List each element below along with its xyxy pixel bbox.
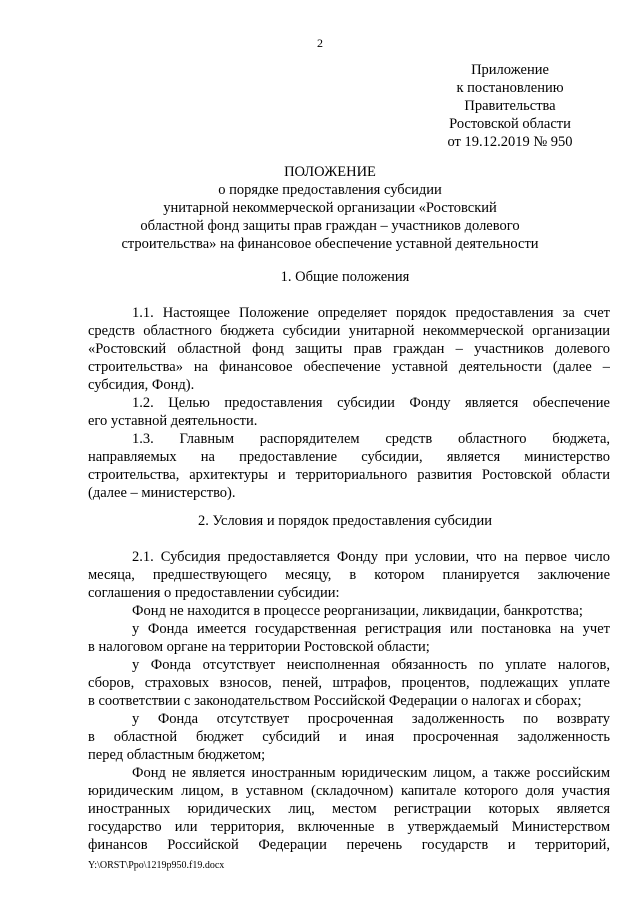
text-line: направляемых на предоставление субсидии, является министерство [88,449,610,465]
text-line: Фонд не является иностранным юридическим лицом, а также российским [132,765,610,781]
text-line: в налоговом органе на территории Ростовской области; [88,639,430,655]
text-line: средств областного бюджета субсидии унитарной некоммерческой организации [88,323,610,339]
paragraph-1-3 [88,430,610,502]
text-line: иностранных юридических лиц, местом регистрации которых является [88,801,610,817]
section-heading-2: 2. Условия и порядок предоставления субсидии [197,513,492,529]
condition-item [88,764,610,854]
text-line: его уставной деятельности. [88,413,258,429]
paragraph-1-1 [88,304,610,394]
text-line: у Фонда имеется государственная регистрация или постановка на учет [132,621,610,637]
text-line: перед областным бюджетом; [88,747,266,763]
text-line: «Ростовский областной фонд защиты прав граждан – участников долевого [88,341,610,357]
appendix-line: Приложение [471,62,549,78]
text-line: в соответствии с законодательством Российской Федерации о налогах и сборах; [88,693,582,709]
title-line: ПОЛОЖЕНИЕ [284,164,376,180]
condition-item [88,656,610,710]
title-line: унитарной некоммерческой организации «Ростовский [163,200,497,216]
text-line: сборов, страховых взносов, пеней, штрафов, процентов, подлежащих уплате [88,675,610,691]
text-line: в областной бюджет субсидий и иная просроченная задолженность [88,729,610,745]
section-heading-1: 1. Общие положения [280,269,410,285]
text-line: (далее – министерство). [88,485,236,501]
title-line: областной фонд защиты прав граждан – участников долевого [140,218,520,234]
file-path-footer: Y:\ORST\Ppo\1219p950.f19.docx [88,860,225,871]
title-line: о порядке предоставления субсидии [218,182,442,198]
text-line: 2.1. Субсидия предоставляется Фонду при условии, что на первое число [132,549,610,565]
page-number: 2 [317,36,323,50]
text-line: Фонд не находится в процессе реорганизации, ликвидации, банкротства; [132,603,583,619]
text-line: субсидия, Фонд). [88,377,195,393]
text-line: строительства» на финансовое обеспечение уставной деятельности (далее – [88,359,610,375]
text-line: финансов Российской Федерации перечень государств и территорий, [88,837,610,853]
text-line: юридическим лицом, в уставном (складочном) капитале которого доля участия [88,783,610,799]
paragraph-2-1 [88,548,610,602]
text-line: государство или территория, включенные в утверждаемый Министерством [88,819,610,835]
appendix-block [430,61,590,151]
text-line: 1.2. Целью предоставления субсидии Фонду является обеспечение [132,395,610,411]
text-line: 1.3. Главным распорядителем средств областного бюджета, [132,431,610,447]
appendix-line: Правительства [464,98,556,114]
text-line: строительства, архитектуры и территориального развития Ростовской области [88,467,610,483]
text-line: у Фонда отсутствует неисполненная обязанность по уплате налогов, [132,657,610,673]
condition-item [88,602,610,620]
text-line: 1.1. Настоящее Положение определяет порядок предоставления за счет [132,305,610,321]
appendix-line: Ростовской области [449,116,571,132]
text-line: соглашения о предоставлении субсидии: [88,585,340,601]
condition-item [88,620,610,656]
text-line: месяца, предшествующего месяцу, в котором планируется заключение [88,567,610,583]
title-line: строительства» на финансовое обеспечение уставной деятельности [121,236,539,252]
appendix-line: к постановлению [456,80,564,96]
document-title [100,163,560,253]
paragraph-1-2 [88,394,610,430]
text-line: у Фонда отсутствует просроченная задолженность по возврату [132,711,610,727]
appendix-line: от 19.12.2019 № 950 [447,134,573,150]
condition-item [88,710,610,764]
